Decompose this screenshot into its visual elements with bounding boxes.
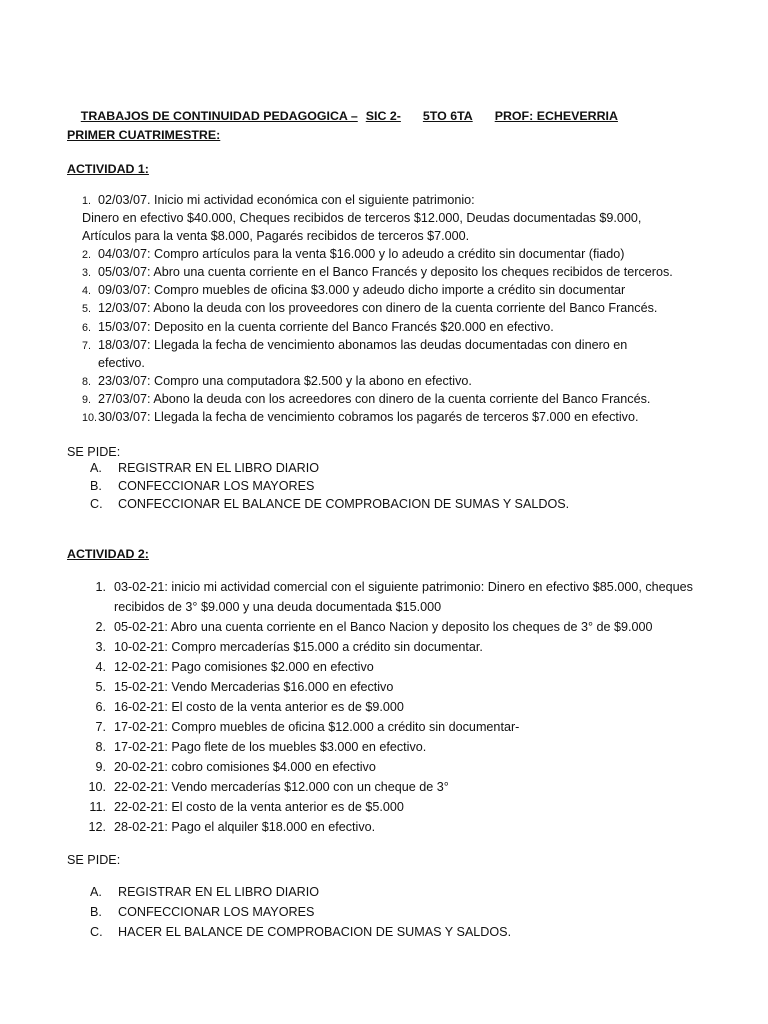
list-item-continuation xyxy=(82,212,641,225)
item-text: 02/03/07. Inicio mi actividad económica con el siguiente patrimonio: xyxy=(98,193,475,207)
task-text: REGISTRAR EN EL LIBRO DIARIO xyxy=(118,461,320,475)
item-text: 09/03/07: Compro muebles de oficina $3.000 y adeudo dicho importe a crédito sin documentar xyxy=(98,283,626,297)
item-text: 12-02-21: Pago comisiones $2.000 en efectivo xyxy=(114,660,374,674)
item-number: 1. xyxy=(82,195,92,207)
list-item xyxy=(82,761,376,774)
list-item xyxy=(82,393,650,406)
item-text: 04/03/07: Compro artículos para la venta $16.000 y lo adeudo a crédito sin documentar (fiado) xyxy=(98,247,625,261)
item-text: 28-02-21: Pago el alquiler $18.000 en efectivo. xyxy=(114,820,376,834)
list-item xyxy=(82,661,374,674)
item-text: 12/03/07: Abono la deuda con los proveedores con dinero de la cuenta corriente del Banco Francés. xyxy=(98,301,658,315)
header-title: TRABAJOS DE CONTINUIDAD PEDAGOGICA – xyxy=(80,109,358,123)
item-text: 20-02-21: cobro comisiones $4.000 en efectivo xyxy=(114,760,376,774)
list-item xyxy=(82,641,483,654)
item-number: 3. xyxy=(95,640,106,654)
item-number: 6. xyxy=(95,700,106,714)
list-item xyxy=(82,821,375,834)
activity-2-title: ACTIVIDAD 2: xyxy=(67,547,149,561)
task-item xyxy=(90,906,314,919)
list-item xyxy=(82,284,625,297)
task-text: CONFECCIONAR LOS MAYORES xyxy=(118,905,315,919)
list-item xyxy=(82,302,657,315)
task-item xyxy=(90,926,511,939)
item-text: 15/03/07: Deposito en la cuenta corriente del Banco Francés $20.000 en efectivo. xyxy=(98,320,554,334)
header-subject: SIC 2- xyxy=(365,109,401,123)
task-letter: C. xyxy=(90,925,103,939)
list-item xyxy=(82,375,472,388)
task-letter: C. xyxy=(90,497,103,511)
item-number: 1. xyxy=(95,580,106,594)
item-text: 10-02-21: Compro mercaderías $15.000 a crédito sin documentar. xyxy=(114,640,483,654)
list-item-continuation xyxy=(98,357,145,370)
item-number: 9. xyxy=(95,760,106,774)
list-item xyxy=(82,339,627,352)
item-text: 30/03/07: Llegada la fecha de vencimiento cobramos los pagarés de terceros $7.000 en efectivo. xyxy=(98,410,639,424)
item-text: 17-02-21: Pago flete de los muebles $3.000 en efectivo. xyxy=(114,740,427,754)
item-text: 05-02-21: Abro una cuenta corriente en el Banco Nacion y deposito los cheques de 3° de $9.000 xyxy=(114,620,653,634)
item-text: 22-02-21: Vendo mercaderías $12.000 con un cheque de 3° xyxy=(114,780,449,794)
item-number: 10. xyxy=(82,412,98,424)
list-item xyxy=(82,721,519,734)
item-number: 11. xyxy=(89,800,106,814)
list-item-continuation xyxy=(114,601,441,614)
list-item xyxy=(82,194,475,207)
task-letter: A. xyxy=(90,885,102,899)
item-text: 22-02-21: El costo de la venta anterior es de $5.000 xyxy=(114,800,404,814)
item-number: 2. xyxy=(95,620,106,634)
list-item xyxy=(82,781,449,794)
task-item xyxy=(90,480,314,493)
task-text: REGISTRAR EN EL LIBRO DIARIO xyxy=(118,885,320,899)
list-item xyxy=(82,321,554,334)
header-course: 5TO 6TA xyxy=(422,109,473,123)
item-text: 03-02-21: inicio mi actividad comercial con el siguiente patrimonio: Dinero en efectivo $85.000, cheques xyxy=(114,580,693,594)
item-number: 9. xyxy=(82,394,92,406)
item-text: 23/03/07: Compro una computadora $2.500 y la abono en efectivo. xyxy=(98,374,472,388)
list-item xyxy=(82,741,426,754)
item-number: 5. xyxy=(95,680,106,694)
task-item xyxy=(90,462,319,475)
activity-1-title: ACTIVIDAD 1: xyxy=(67,162,149,176)
task-text: CONFECCIONAR LOS MAYORES xyxy=(118,479,315,493)
item-number: 6. xyxy=(82,322,92,334)
item-text: 17-02-21: Compro muebles de oficina $12.000 a crédito sin documentar- xyxy=(114,720,520,734)
item-number: 7. xyxy=(82,340,92,352)
item-text: 05/03/07: Abro una cuenta corriente en el Banco Francés y deposito los cheques recibidos de terceros. xyxy=(98,265,673,279)
item-number: 2. xyxy=(82,249,92,261)
item-text: 16-02-21: El costo de la venta anterior es de $9.000 xyxy=(114,700,404,714)
se-pide-label: SE PIDE: xyxy=(67,445,121,459)
item-text: efectivo. xyxy=(98,356,145,370)
task-text: CONFECCIONAR EL BALANCE DE COMPROBACION DE SUMAS Y SALDOS. xyxy=(118,497,570,511)
list-item xyxy=(82,248,624,261)
list-item xyxy=(82,411,638,424)
task-text: HACER EL BALANCE DE COMPROBACION DE SUMAS Y SALDOS. xyxy=(118,925,512,939)
list-item-continuation xyxy=(82,230,469,243)
item-number: 3. xyxy=(82,267,92,279)
list-item xyxy=(82,801,404,814)
list-item xyxy=(82,621,653,634)
header-professor: PROF: ECHEVERRIA xyxy=(494,109,618,123)
list-item xyxy=(82,701,404,714)
list-item xyxy=(82,581,693,594)
list-item xyxy=(82,266,673,279)
task-letter: B. xyxy=(90,905,102,919)
item-number: 8. xyxy=(82,376,92,388)
item-number: 5. xyxy=(82,303,92,315)
task-item xyxy=(90,498,569,511)
semester-heading: PRIMER CUATRIMESTRE: xyxy=(67,128,221,142)
list-item xyxy=(82,681,393,694)
item-number: 4. xyxy=(82,285,92,297)
item-text: recibidos de 3° $9.000 y una deuda documentada $15.000 xyxy=(114,600,442,614)
item-text: Dinero en efectivo $40.000, Cheques recibidos de terceros $12.000, Deudas documentadas $9.000, xyxy=(82,211,642,225)
item-number: 10. xyxy=(88,780,106,794)
item-number: 4. xyxy=(95,660,106,674)
task-item xyxy=(90,886,319,899)
item-number: 8. xyxy=(95,740,106,754)
item-number: 12. xyxy=(88,820,106,834)
item-text: 27/03/07: Abono la deuda con los acreedores con dinero de la cuenta corriente del Banco Francés. xyxy=(98,392,651,406)
item-text: 15-02-21: Vendo Mercaderias $16.000 en efectivo xyxy=(114,680,394,694)
item-text: Artículos para la venta $8.000, Pagarés recibidos de terceros $7.000. xyxy=(82,229,470,243)
task-letter: A. xyxy=(90,461,102,475)
item-text: 18/03/07: Llegada la fecha de vencimiento abonamos las deudas documentadas con dinero en xyxy=(98,338,628,352)
se-pide-label: SE PIDE: xyxy=(67,853,121,867)
task-letter: B. xyxy=(90,479,102,493)
item-number: 7. xyxy=(95,720,106,734)
